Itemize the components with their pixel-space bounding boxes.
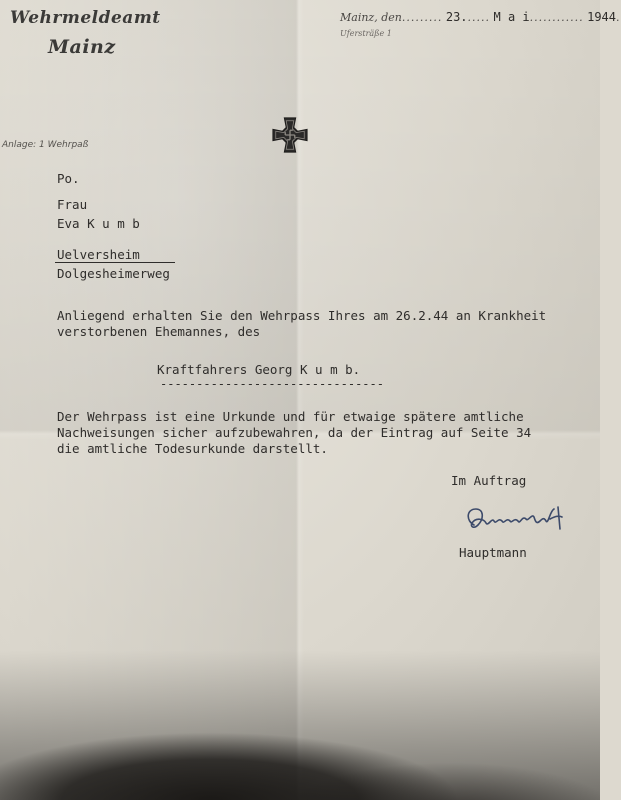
body-line-2: verstorbenen Ehemannes, des: [57, 324, 261, 339]
closing-rank: Hauptmann: [459, 545, 527, 560]
recipient-town: Uelversheim: [57, 247, 140, 262]
recipient-name: Eva K u m b: [57, 216, 140, 231]
place-date-line: [340, 10, 621, 24]
body-line-1: Anliegend erhalten Sie den Wehrpass Ihres am 26.2.44 an Krankheit: [57, 308, 547, 323]
dotted-leader: ............: [529, 11, 584, 24]
place-label: Mainz, den: [340, 11, 402, 24]
date-month: M a i: [493, 10, 530, 24]
subject-rule: -------------------------------: [160, 377, 384, 391]
dotted-leader: .........: [401, 11, 443, 24]
date-day: 23.: [445, 10, 468, 24]
recipient-prefix: Po.: [57, 171, 80, 186]
date-year: 1944: [587, 10, 617, 24]
letterhead-city: Mainz: [48, 36, 116, 58]
handwritten-signature: [462, 503, 574, 539]
subject-line: Kraftfahrers Georg K u m b.: [157, 362, 361, 377]
photo-shadow: [0, 650, 600, 800]
closing-by-order: Im Auftrag: [451, 473, 527, 488]
body-line-4: Nachweisungen sicher aufzubewahren, da der Eintrag auf Seite 34: [57, 425, 532, 440]
dotted-leader: .....: [467, 11, 491, 24]
letterhead-office: Wehrmeldeamt: [10, 8, 161, 28]
recipient-salutation: Frau: [57, 197, 88, 212]
body-line-3: Der Wehrpass ist eine Urkunde und für etwaige spätere amtliche: [57, 409, 524, 424]
town-underline: [55, 262, 175, 263]
body-line-5: die amtliche Todesurkunde darstellt.: [57, 441, 328, 456]
office-street: Ufersträße 1: [340, 29, 392, 38]
recipient-street: Dolgesheimerweg: [57, 266, 170, 281]
enclosure-note: Anlage: 1 Wehrpaß: [2, 140, 89, 150]
dotted-leader: .: [616, 11, 621, 24]
iron-cross-icon: [271, 116, 309, 154]
